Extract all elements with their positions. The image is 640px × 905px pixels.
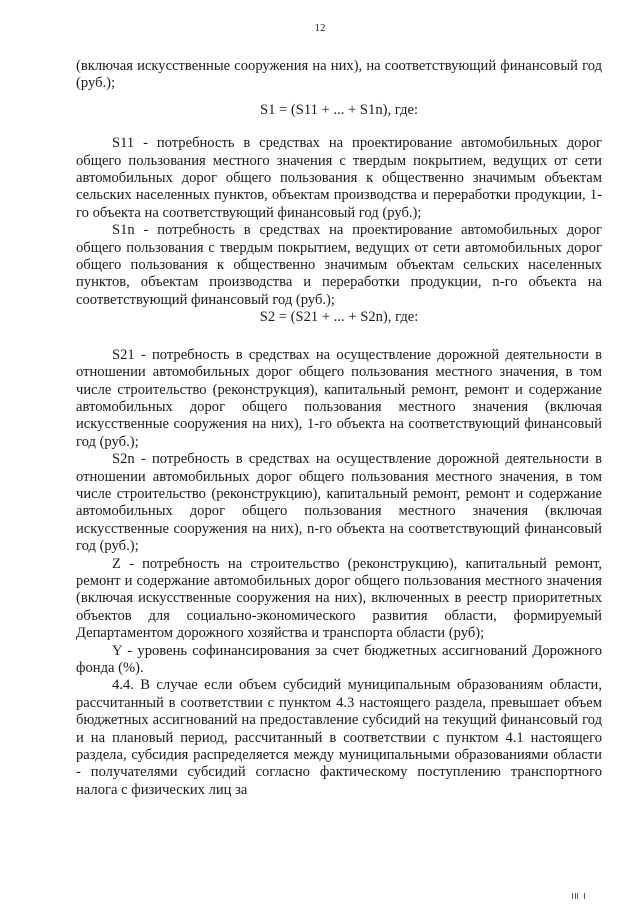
paragraph-s11: S11 - потребность в средствах на проектирование автомобильных дорог общего пользования местного значения с твердым покрытием, ведущих от сети автомобильных дорог общего пользования к общественно значимым объектам сельских населенных пунктов, объектам производства и переработки продукции, 1-го объекта на соответствующий финансовый год (руб.); [76, 135, 602, 221]
paragraph-z: Z - потребность на строительство (реконструкцию), капитальный ремонт, ремонт и содержание автомобильных дорог общего пользования местного значения (включая искусственные сооружения на них), включенных в реестр приоритетных объектов для социально-экономического развития области, формируемый Департаментом дорожного хозяйства и транспорта области (руб); [76, 555, 602, 642]
paragraph-s1n: S1n - потребность в средствах на проектирование автомобильных дорог общего пользования с твердым покрытием, ведущих от сети автомобильных дорог общего пользования к общественно значимым объектам сельских населенных пунктов, объектам производства и переработки продукции, n-го объекта на соответствующий финансовый год (руб.); [76, 222, 602, 308]
paragraph-s21: S21 - потребность в средствах на осуществление дорожной деятельности в отношении автомобильных дорог общего пользования местного значения, в том числе строительство (реконструкция), капитальный ремонт, ремонт и содержание автомобильных дорог общего пользования местного значения (включая искусственные сооружения на них), 1-го объекта на соответствующий финансовый год (руб.); [76, 346, 602, 450]
scan-mark [572, 893, 594, 899]
paragraph-4-4: 4.4. В случае если объем субсидий муниципальным образованиям области, рассчитанный в соответствии с пунктом 4.3 настоящего раздела, превышает объем бюджетных ассигнований на предоставление субсидий на текущий финансовый год и на плановый период, рассчитанный в соответствии с пунктом 4.1 настоящего раздела, субсидия распределяется между муниципальными образованиями области - получателями субсидий согласно фактическому поступлению транспортного налога с физических лиц за [76, 677, 602, 798]
paragraph-y: Y - уровень софинансирования за счет бюджетных ассигнований Дорожного фонда (%). [76, 642, 602, 676]
paragraph-continuation: (включая искусственные сооружения на них), на соответствующий финансовый год (руб.); [76, 58, 602, 92]
formula-s2: S2 = (S21 + ... + S2n), где: [259, 309, 419, 326]
paragraph-s2n: S2n - потребность в средствах на осуществление дорожной деятельности в отношении автомобильных дорог общего пользования местного значения, в том числе строительство (реконструкцию), капитальный ремонт, ремонт и содержание автомобильных дорог общего пользования местного значения (включая искусственные сооружения на них), n-го объекта на соответствующий финансовый год (руб.); [76, 451, 602, 555]
document-body [76, 58, 602, 799]
page-number: 12 [314, 22, 326, 34]
formula-s1: S1 = (S11 + ... + S1n), где: [259, 101, 419, 118]
